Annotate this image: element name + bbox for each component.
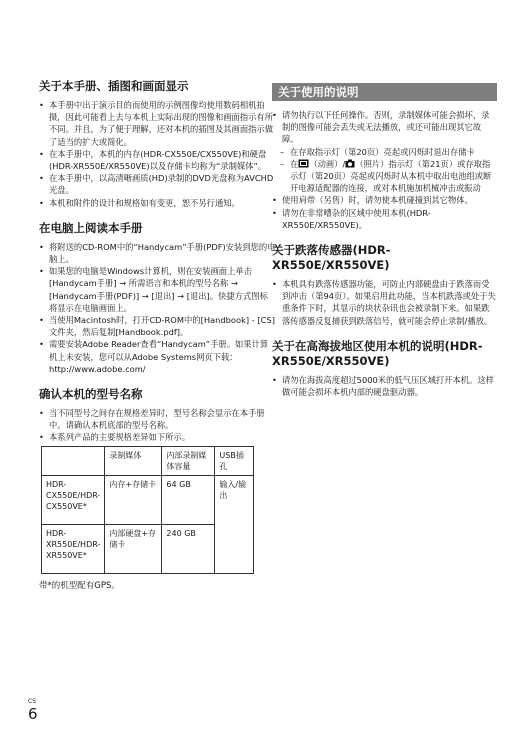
list-item: • 当使用Macintosh时，打开CD-ROM中的[Handbook] - [CS]文件夹，然后复制[Handbook.pdf]。 <box>39 314 276 338</box>
model-cell: HDR-XR550E/HDR-XR550VE* <box>42 524 105 573</box>
model-cell: HDR-CX550E/HDR-CX550VE* <box>42 475 105 524</box>
bullet-list <box>272 374 497 398</box>
right-column <box>272 83 497 410</box>
sub-item-text: （动画）/ <box>309 158 346 169</box>
media-cell: 内存+存储卡 <box>105 475 162 524</box>
bullet-list <box>272 109 497 146</box>
capacity-cell: 64 GB <box>162 475 215 524</box>
list-item: • 本系列产品的主要规格差异如下所示。 <box>39 431 276 443</box>
table-header-cell: 内部录制媒体容量 <box>162 446 215 475</box>
table-header-cell: 录制媒体 <box>105 446 162 475</box>
bullet-list <box>39 407 276 444</box>
sub-item: – 在 （动画）/ （照片）指示灯（第21页）或存取指示灯（第20页）亮起或闪烁时从本机中取出电池组或断开电源适配器的连接，或对本机施加机械冲击或振动 <box>280 158 492 194</box>
list-item: • 请勿在海拔高度超过5000米的低气压区域打开本机。这样做可能会损坏本机内部的硬盘驱动器。 <box>272 374 497 398</box>
bullet-list <box>39 241 276 375</box>
section-title: 在电脑上阅读本手册 <box>39 220 143 235</box>
sub-item-text: （照片）指示灯（第21页）或存取指示灯（第20页）亮起或闪烁时从本机中取出电池组或断开电源适配器的连接，或对本机施加机械冲击或振动 <box>290 158 492 194</box>
section-banner: 关于使用的说明 <box>272 83 497 101</box>
table-header-cell <box>42 446 105 475</box>
spec-table <box>41 446 254 574</box>
list-item: • 在本手册中，以高清晰画质(HD)录制的DVD光盘称为AVCHD光盘。 <box>39 172 276 196</box>
list-item: • 请勿在非常嘈杂的区域中使用本机(HDR-XR550E/XR550VE)。 <box>272 207 497 231</box>
section-title: 关于本手册、插图和画面显示 <box>39 79 189 93</box>
gps-note: 带*的机型配有GPS。 <box>39 580 120 591</box>
page-number: 6 <box>28 705 38 723</box>
list-item: • 将附送的CD-ROM中的“Handycam”手册(PDF)安装到您的电脑上。 <box>39 241 276 265</box>
section-manual-illustrations <box>39 79 276 209</box>
section-model-name <box>39 387 276 591</box>
left-column <box>39 79 276 603</box>
list-item: • 如果您的电脑是Windows计算机，则在安装画面上单击[Handycam手册] → 所需语言和本机的型号名称 → [Handycam手册(PDF)] → [退出] → [退出]。快捷方式图标将显示在电脑画面上。 <box>39 265 276 314</box>
sub-item: – 在存取指示灯（第20页）亮起或闪烁时退出存储卡 <box>280 146 475 157</box>
table-row <box>42 475 254 524</box>
section-title: 关于在高海拔地区使用本机的说明(HDR-XR550E/XR550VE) <box>272 338 483 368</box>
list-item: • 本手册中出于演示目的而使用的示例图像均使用数码相机拍摄，因此可能看上去与本机上实际出现的图像和画面指示有所不同。并且，为了便于理解，还对本机的插图及其画面指示做了适当的扩大或简化。 <box>39 99 276 148</box>
table-header-row <box>42 446 254 475</box>
list-item: • 请勿执行以下任何操作。否则，录制媒体可能会损坏，录制的图像可能会丢失或无法播放，或还可能出现其它故障。 <box>272 109 497 146</box>
sub-item-text: 在 <box>290 158 299 169</box>
table-header-cell: USB插孔 <box>215 446 254 475</box>
usb-cell: 输入/输出 <box>215 475 254 573</box>
bullet-list <box>272 194 497 231</box>
section-drop-sensor <box>272 243 497 327</box>
list-item: • 使用肩带（另售）时，请勿使本机碰撞到其它物体。 <box>272 194 497 206</box>
section-title: 确认本机的型号名称 <box>39 387 143 402</box>
bullet-list <box>39 99 276 209</box>
list-item: • 需要安装Adobe Reader查看“Handycam”手册。如果计算机上未安装，您可以从Adobe Systems网页下载：http://www.adobe.com/ <box>39 338 276 375</box>
section-high-altitude <box>272 339 497 398</box>
capacity-cell: 240 GB <box>162 524 215 573</box>
camera-icon <box>345 159 355 168</box>
list-item: • 当不同型号之间存在规格差异时，型号名称会显示在本手册中。请确认本机底部的型号名称。 <box>39 407 276 431</box>
bullet-list <box>272 278 497 327</box>
list-item: • 本机和附件的设计和规格如有变更，恕不另行通知。 <box>39 197 276 209</box>
section-title: 关于跌落传感器(HDR-XR550E/XR550VE) <box>272 243 391 273</box>
section-read-on-pc <box>39 221 276 375</box>
list-item: • 本机具有跌落传感器功能，可防止内部硬盘由于跌落而受到冲击（第94页）。如果启用此功能，当本机跌落或处于失重条件下时，其显示的块状杂讯也会被录制下来。如果跌落传感器反复捕获到跌落信号，就可能会停止录制/播放。 <box>272 278 497 327</box>
section-usage-notes <box>272 83 497 231</box>
language-code: CS <box>28 698 36 705</box>
list-item: • 在本手册中，本机的内存(HDR-CX550E/CX550VE)和硬盘(HDR-XR550E/XR550VE)以及存储卡均称为“录制媒体”。 <box>39 148 276 172</box>
media-cell: 内部硬盘+存储卡 <box>105 524 162 573</box>
sub-item-text: 在存取指示灯（第20页）亮起或闪烁时退出存储卡 <box>290 146 475 157</box>
movie-icon <box>298 159 309 168</box>
